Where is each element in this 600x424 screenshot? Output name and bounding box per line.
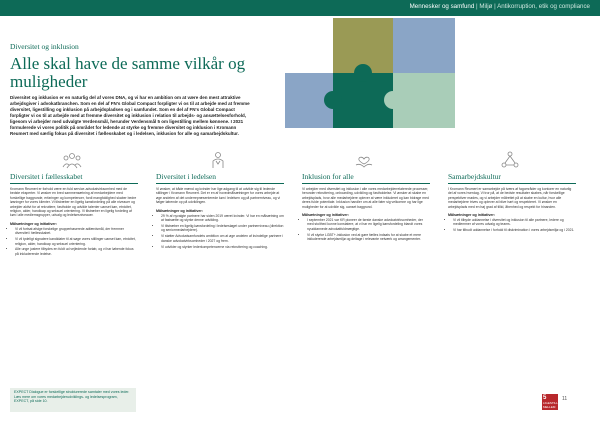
list-item: • Vi støtter Advokatsamfundets ambition om at øge andelen af kvindelige partnere i danske advokatvirksomheder i 2027 og frem. (161, 234, 284, 243)
page-number: 11 (562, 396, 568, 402)
list-item: • Vi vil tilbyde uddannelse i diversitet og inklusion til alle partnere, ledere og medlemmer af vores udvalg og teams. (453, 218, 576, 227)
heart-hands-icon (354, 150, 374, 170)
list-item: • 29 % af nyvalgte partnere har siden 2019 været kvinder. Vi har en målsætning om at fastsætte og styrke denne udvikling. (161, 214, 284, 223)
sdg-label: LIGESTILLING MELLEM KØNNENE (543, 401, 564, 413)
page-title: Alle skal have de samme vilkår og muligheder (10, 54, 246, 91)
bullet-list (156, 214, 284, 249)
section-kicker: Diversitet og inklusion (10, 42, 79, 51)
list-item: • Alle unge justere tilbydes en fuldt ud vejledende forløb, og vi har løbende fokus på inkluderende ledelse. (15, 247, 138, 256)
sdg-goal-badge (542, 394, 564, 413)
column-subhead: Målsætninger og initiativer: (156, 208, 203, 213)
column-body: Kromann Reumert er forhold være en fuld service-advokatvirksomhed med de bedste eksperter. Vi ønsker en bred sammensætning af medarbejdere med forskellige baggrunde, erfaringer og kompetencer, fordi mangfoldighed skaber bedre løsninger for vores klienter. Vi tilstræber en ligelig kønsfordeling på alle niveauer og arbejder aktivt for at rekruttere, fastholde og udvikle talenter uanset køn, etnicitet, religion, alder, handicap og seksuel orientering. Vi tilstræber en ligelig fordeling af køn i alle medlemsgrupper, udvalg og ledelsesniveauer. (10, 187, 137, 218)
column-title: Diversitet i fællesskabet (10, 172, 138, 184)
column-title: Diversitet i ledelsen (156, 172, 284, 184)
list-item: • Vi har tilbudt uddannelse i forhold til diskrimination i vores arbejdsmiljø og i 2021. (453, 228, 576, 232)
list-item: • Vi tilstræber en ligelig kønsfordeling i ledelsesløget under partnerniveau (direktion og seniormedarbejdere). (161, 224, 284, 233)
bullet-list (448, 218, 576, 233)
column-body: Vi ønsker, at både mænd og kvinder har lige adgang til at udvikle sig til ledende stillinger i Kromann Reumert. Det er en af hovedmålsætninger for vores arbejde at øge andelen af det underrepræsenterede køn i ledelsen og på partnerniveau, og vi følger løbende op på udviklingen. (156, 187, 281, 205)
info-note-box: EXPECT Dialogue er forskellige strukturerede samtaler med vores leder. Læs mere om vores medarbejderudviklings- og ledelsesprogram, EXPECT, på side 10. (10, 388, 136, 412)
column-subhead: Målsætninger og initiativer: (10, 221, 57, 226)
network-icon (500, 150, 520, 170)
people-group-icon (62, 150, 82, 170)
section-breadcrumb: | Miljø | Antikorruption, etik og compliance (476, 3, 590, 10)
column-title: Inklusion for alle (302, 172, 430, 184)
column-diversity-leadership (156, 150, 284, 250)
section-current: Mennesker og samfund (409, 3, 475, 10)
section-nav (410, 3, 590, 10)
list-item: • Vi vil styrke LGBT+-inklusion ved at gøre fælles indsats for at skabe et mere inkluderende arbejdsmiljø og deltage i relevante netværk og arrangementer. (307, 233, 430, 242)
list-item: • Vi vil fortsat afsige forskelige grupperbaserede adfærdsmål, der fremmer diversitet i fællesskabet. (15, 227, 138, 236)
column-collaboration (448, 150, 576, 234)
list-item: • I september 2021 var KR pioneer de første danske advokatvirksomheder, der med stolthed kunne konstatere, at vi har en ligelig kønsfordeling blandt vores nyuddannede advokatfuldmægtige. (307, 218, 430, 231)
leader-icon (208, 150, 228, 170)
column-subhead: Målsætninger og initiativer: (302, 213, 349, 218)
list-item: • Vi vil tydeligt signalere kandidater til at søge vores stillinger uanset køn, etnicitet, religion, alder, handicap og seksuel orientering. (15, 237, 138, 246)
list-item: • Vi udvikler og styrker lederkompetencerne via rekruttering og coaching. (161, 245, 284, 249)
bullet-list (302, 218, 430, 242)
column-title: Samarbejdskultur (448, 172, 576, 184)
column-body: Vi arbejder med diversitet og inklusion i alle vores medarbejderrelaterede processer, herunder rekruttering, onboarding, udvikling og fastholdelse. Vi ønsker at skabe en arbejdsplads, hvor alle medarbejdere oplever at være inkluderet og kan bidrage med deres fulde potentiale. Inklusion handler om at alle føler sig velkomne og har lige muligheder for at udvikle sig, uanset baggrund. (302, 187, 429, 209)
column-diversity-community (10, 150, 138, 258)
top-bar (0, 0, 600, 16)
sdg-number: 5 (543, 395, 547, 401)
column-inclusion (302, 150, 430, 243)
bullet-list (10, 227, 138, 256)
intro-paragraph: Diversitet og inklusion er en naturlig del af vores DNA, og vi har en ambition om at være den mest attraktive arbejdsgiver i advokatbranchen. Som en del af FN's Global Compact forpligter vi os til at arbejde med at fremme diversitet, ligestilling og inklusion på arbejdspladsen og i samfundet. Som en del af FN's Global Compact forpligter vi os til at arbejde med at fremme diversitet og inklusion i relation til arbejds- og ansættelsesforhold, ligesom vi arbejder med udvalgte Verdensmål, herunder Verdensmål 5 om ligestilling mellem kønnene. I 2021 formulerede vi vores politik på området for ledende at styrke og fremme diversitet og inklusion i Kromann Reumert med særlig fokus på diversitet i fællesskabet og i ledelsen, inklusion for alle og samarbejdskultur. (10, 95, 250, 136)
column-subhead: Målsætninger og initiativer: (448, 213, 495, 218)
puzzle-decoration (285, 18, 455, 128)
column-body: I Kromann Reumert er samarbejde på tværs af fagområder og kontorer en naturlig del af vores hverdag. Vi tror på, at de bedste resultater skabes, når forskellige perspektiver mødes, og vi arbejder målrettet på at skabe en kultur, hvor alle medarbejdere trives og oplever at blive hørt og respekteret. Vi ønsker en arbejdsplads med en høj grad af tillid, åbenhed og respekt for hinanden. (448, 187, 572, 209)
